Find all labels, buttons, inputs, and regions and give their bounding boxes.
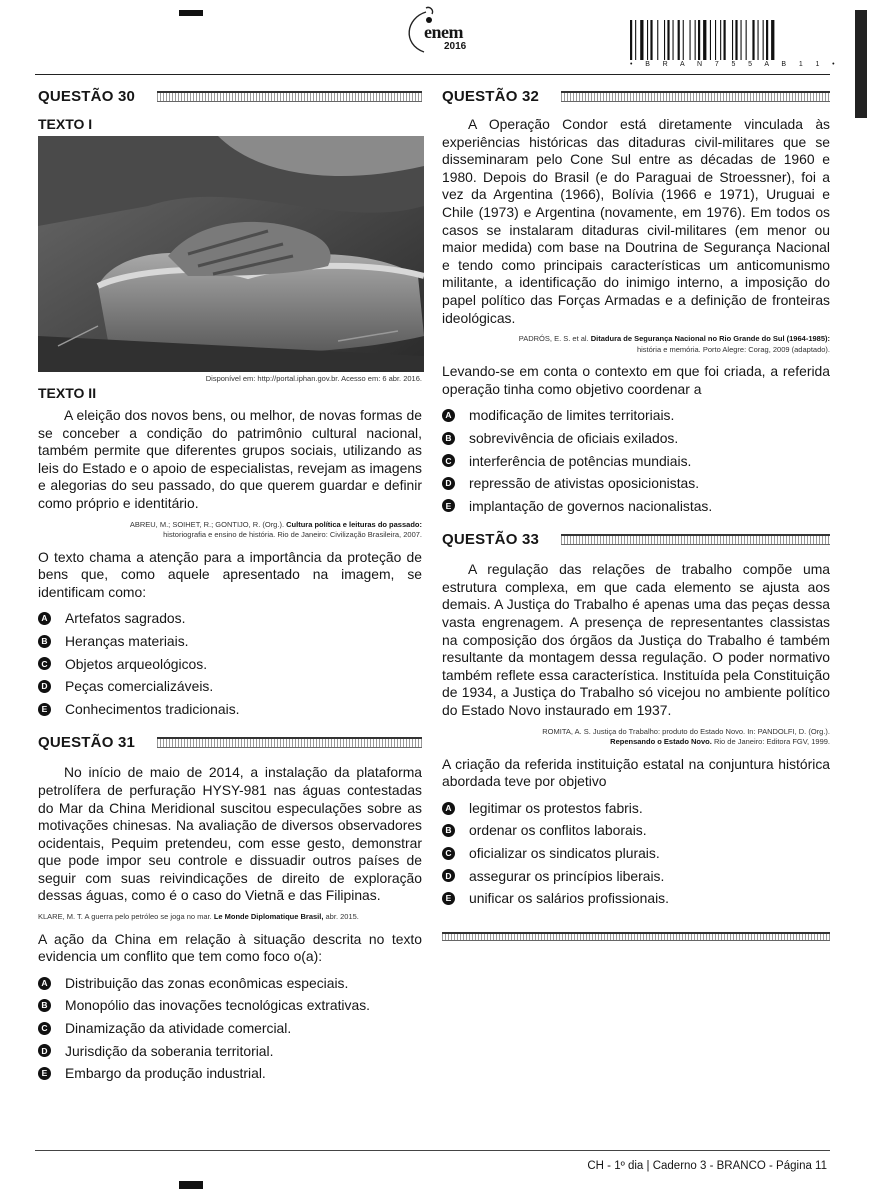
logo-year: 2016: [444, 41, 467, 52]
question-rule: [157, 91, 422, 102]
header-rule: [35, 74, 830, 75]
question-prompt: A ação da China em relação à situação descrita no texto evidencia um conflito que tem como foco o(a):: [38, 930, 422, 965]
citation-author: ROMITA, A. S. Justiça do Trabalho: produto do Estado Novo. In: PANDOLFI, D. (Org.).: [542, 726, 830, 736]
texto-2-body: A eleição dos novos bens, ou melhor, de novas formas de se conceber a condição do patrimônio cultural nacional, também permite que diferentes grupos sociais, utilizando as leis do Estado e o apoio de especialistas, revejam as imagens e alegorias do seu passado, do que querem guardar e definir como próprio e identitário.: [38, 407, 422, 511]
answer-option-c[interactable]: [442, 450, 830, 473]
citation: [442, 334, 830, 355]
answer-option-b[interactable]: [442, 819, 830, 842]
option-letter-icon: A: [442, 802, 455, 815]
right-column: [442, 82, 830, 941]
answer-option-e[interactable]: [442, 495, 830, 518]
citation: [38, 912, 422, 923]
citation-title: Cultura política e leituras do passado:: [286, 519, 422, 529]
registration-mark-top: [179, 10, 203, 16]
question-text: No início de maio de 2014, a instalação da plataforma petrolífera de perfuração HYSY-981 nas águas contestadas do Mar da China Meridional suscitou especulações sobre as motivações chinesas. Na avaliação de diversos observadores ocidentais, Pequim pretendeu, com esse gesto, demonstrar que pode impor seu controle e dissuadir outros países de seguir com suas reivindicações de direito de exploração dessas águas, como é o caso do Vietnã e das Filipinas.: [38, 764, 422, 904]
citation: [38, 520, 422, 541]
option-text: Embargo da produção industrial.: [65, 1065, 266, 1082]
answer-option-d[interactable]: [38, 1040, 422, 1063]
answer-option-d[interactable]: [442, 472, 830, 495]
barcode-bar: [735, 20, 737, 60]
option-letter-icon: D: [442, 477, 455, 490]
question-title: QUESTÃO 33: [442, 530, 540, 548]
answer-option-d[interactable]: [38, 675, 422, 698]
citation-title: Le Monde Diplomatique Brasil,: [213, 912, 324, 922]
barcode-bar: [657, 20, 658, 60]
question-header: [38, 82, 422, 110]
answer-option-a[interactable]: [38, 607, 422, 630]
barcode-bar: [673, 20, 674, 60]
question-33: [442, 525, 830, 941]
answer-option-c[interactable]: [38, 653, 422, 676]
barcode-bar: [758, 20, 759, 60]
question-text: A regulação das relações de trabalho compõe uma estrutura complexa, em que cada elemento se ajusta aos demais. A Justiça do Trabalho é apenas uma das peças dessa vasta engrenagem. A presença de representantes classistas na composição dos órgãos da Justiça do Trabalho é também resultante da montagem dessa regulação. O poder normativo também reflete essa característica. Instituída pela Constituição de 1934, a Justiça do Trabalho só vicejou no ambiente político do Estado Novo instaurado em 1937.: [442, 561, 830, 719]
question-title: QUESTÃO 31: [38, 733, 136, 751]
barcode-bar: [698, 20, 700, 60]
option-letter-icon: E: [38, 703, 51, 716]
option-text: Heranças materiais.: [65, 632, 189, 649]
citation-author: ABREU, M.; SOIHET, R.; GONTIJO, R. (Org.).: [129, 519, 285, 529]
barcode-bar: [690, 20, 691, 60]
option-text: Peças comercializáveis.: [65, 678, 214, 695]
barcode-bar: [763, 20, 764, 60]
option-letter-icon: B: [38, 999, 51, 1012]
citation-title: Ditadura de Segurança Nacional no Rio Grande do Sul (1964-1985):: [590, 334, 830, 344]
left-column: [38, 82, 422, 1085]
answer-options: [442, 797, 830, 910]
logo-word: enem: [424, 22, 463, 42]
option-text: Monopólio das inovações tecnológicas extrativas.: [65, 997, 370, 1014]
barcode-bar: [667, 20, 669, 60]
barcode-bar: [683, 20, 684, 60]
barcode-bar: [635, 20, 636, 60]
barcode-bar: [640, 20, 643, 60]
answer-option-b[interactable]: [442, 427, 830, 450]
option-letter-icon: D: [442, 869, 455, 882]
citation-details: historiografia e ensino de história. Rio de Janeiro: Civilização Brasileira, 2007.: [163, 530, 422, 540]
barcode-bar: [746, 20, 747, 60]
question-rule: [157, 737, 422, 748]
footer-rule: [35, 1150, 830, 1151]
texto-1-label: TEXTO I: [38, 116, 93, 132]
option-letter-icon: B: [442, 824, 455, 837]
citation-author: KLARE, M. T. A guerra pelo petróleo se joga no mar.: [38, 912, 212, 922]
option-text: sobrevivência de oficiais exilados.: [469, 429, 679, 446]
question-31: [38, 728, 422, 1084]
answer-option-b[interactable]: [38, 994, 422, 1017]
option-text: Distribuição das zonas econômicas especiais.: [65, 974, 349, 991]
option-text: Objetos arqueológicos.: [65, 655, 208, 672]
citation: [442, 727, 830, 748]
barcode-bar: [650, 20, 652, 60]
answer-option-d[interactable]: [442, 865, 830, 888]
option-letter-icon: A: [38, 977, 51, 990]
answer-options: [442, 404, 830, 517]
option-text: Jurisdição da soberania territorial.: [65, 1042, 274, 1059]
option-letter-icon: A: [38, 612, 51, 625]
registration-mark-bottom: [179, 1181, 203, 1189]
option-text: assegurar os princípios liberais.: [469, 867, 665, 884]
answer-option-c[interactable]: [38, 1017, 422, 1040]
option-letter-icon: C: [442, 454, 455, 467]
guitar-making-photo: [38, 136, 424, 372]
option-letter-icon: C: [442, 847, 455, 860]
question-header: [442, 525, 830, 553]
question-rule: [561, 534, 830, 545]
option-text: Conhecimentos tradicionais.: [65, 700, 240, 717]
texto-2-label: TEXTO II: [38, 385, 97, 401]
barcode-bar: [720, 20, 721, 60]
option-text: repressão de ativistas oposicionistas.: [469, 475, 700, 492]
barcode-bar: [741, 20, 742, 60]
barcode-bar: [678, 20, 680, 60]
barcode-bar: [710, 20, 711, 60]
option-letter-icon: C: [38, 1022, 51, 1035]
barcode-bar: [647, 20, 648, 60]
option-letter-icon: E: [442, 499, 455, 512]
option-text: oficializar os sindicatos plurais.: [469, 845, 660, 861]
page-edge-marker: [855, 10, 867, 118]
option-letter-icon: E: [442, 892, 455, 905]
option-text: Artefatos sagrados.: [65, 610, 186, 627]
option-letter-icon: D: [38, 680, 51, 693]
answer-option-c[interactable]: [442, 842, 830, 865]
citation-details: Rio de Janeiro: Editora FGV, 1999.: [713, 737, 830, 747]
question-32: [442, 82, 830, 517]
citation-title: Repensando o Estado Novo.: [610, 737, 712, 747]
citation-details: abr. 2015.: [325, 912, 359, 922]
question-prompt: Levando-se em conta o contexto em que foi criada, a referida operação tinha como objetivo coordenar a: [442, 363, 830, 397]
barcode-bar: [695, 20, 696, 60]
answer-option-e[interactable]: [38, 1062, 422, 1085]
barcode-bar: [715, 20, 716, 60]
option-text: unificar os salários profissionais.: [469, 890, 669, 907]
barcode-bar: [771, 20, 774, 60]
question-title: QUESTÃO 30: [38, 87, 136, 105]
question-header: [38, 728, 422, 756]
barcode-bar: [752, 20, 754, 60]
question-rule: [561, 91, 830, 102]
answer-option-e[interactable]: [442, 887, 830, 910]
barcode-bar: [630, 20, 632, 60]
option-text: interferência de potências mundiais.: [469, 452, 692, 469]
question-title: QUESTÃO 32: [442, 87, 540, 105]
question-prompt: A criação da referida instituição estatal na conjuntura histórica abordada teve por objetivo: [442, 755, 830, 790]
option-letter-icon: C: [38, 657, 51, 670]
question-30: [38, 82, 422, 720]
option-text: ordenar os conflitos laborais.: [469, 822, 647, 839]
page-footer: CH - 1º dia | Caderno 3 - BRANCO - Página 11: [587, 1160, 827, 1172]
barcode-number: • B R A N 7 5 5 A B 1 1 •: [630, 61, 840, 68]
citation-author: PADRÓS, E. S. et al.: [518, 334, 589, 344]
barcode-bar: [724, 20, 726, 60]
barcode-bar: [703, 20, 706, 60]
option-letter-icon: E: [38, 1067, 51, 1080]
answer-options: [38, 972, 422, 1085]
answer-option-b[interactable]: [38, 630, 422, 653]
citation-details: história e memória. Porto Alegre: Corag, 2009 (adaptado).: [636, 344, 830, 354]
answer-option-a[interactable]: [38, 972, 422, 995]
answer-option-a[interactable]: [442, 797, 830, 820]
option-text: Dinamização da atividade comercial.: [65, 1019, 292, 1036]
option-letter-icon: D: [38, 1044, 51, 1057]
image-source: Disponível em: http://portal.iphan.gov.br. Acesso em: 6 abr. 2016.: [205, 374, 422, 383]
barcode-bar: [664, 20, 665, 60]
answer-options: [38, 607, 422, 720]
barcode-bar: [732, 20, 733, 60]
option-letter-icon: B: [442, 432, 455, 445]
answer-option-a[interactable]: [442, 404, 830, 427]
option-text: implantação de governos nacionalistas.: [469, 497, 713, 514]
option-letter-icon: A: [442, 409, 455, 422]
barcode: [630, 20, 826, 60]
question-prompt: O texto chama a atenção para a importância da proteção de bens que, como aquele apresentado na imagem, se identificam como:: [38, 548, 422, 600]
option-letter-icon: B: [38, 635, 51, 648]
option-text: legitimar os protestos fabris.: [469, 799, 643, 816]
question-header: [442, 82, 830, 110]
answer-option-e[interactable]: [38, 698, 422, 721]
question-text: A Operação Condor está diretamente vinculada às experiências históricas das ditaduras civil-militares que se disseminaram pelo Cone Sul entre as décadas de 1960 e 1980. Depois do Brasil (e do Paraguai de Stroessner), foi a vez da Argentina (1966), Bolívia (1966 e 1971), Uruguai e Chile (1973) e Argentina (novamente, em 1976). Em todos os casos se instalaram ditaduras civil-militares (em menor ou maior medida) com base na Doutrina de Segurança Nacional e tendo como principais características um anticomunismo militante, a identificação do inimigo interno, a imposição do papel político das Forças Armadas e a definição de fronteiras ideológicas.: [442, 116, 830, 326]
section-end-rule: [442, 932, 830, 941]
barcode-bar: [766, 20, 768, 60]
option-text: modificação de limites territoriais.: [469, 407, 675, 424]
